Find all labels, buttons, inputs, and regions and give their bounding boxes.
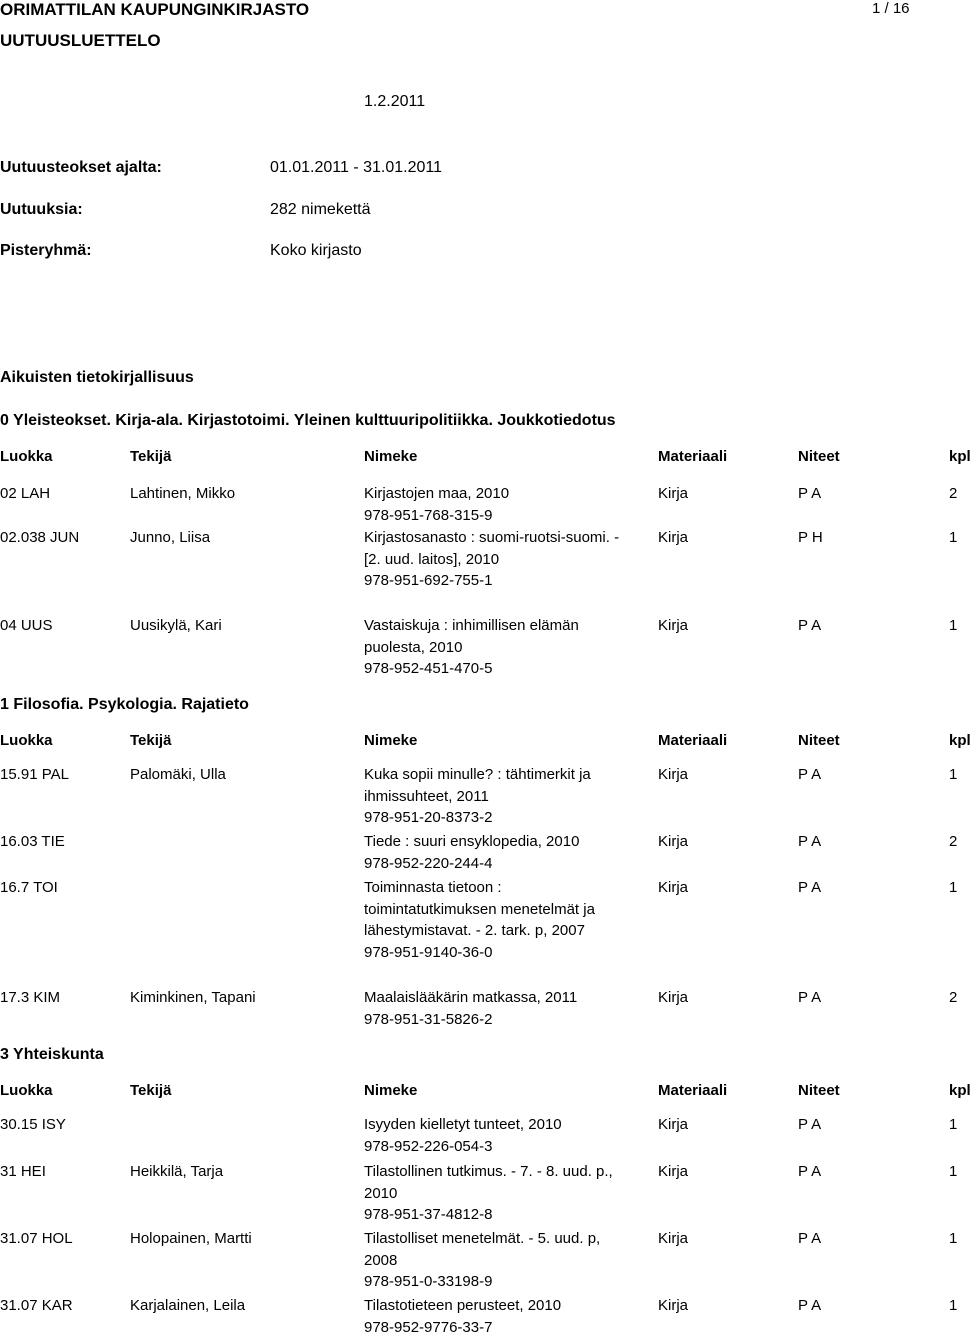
kpl: 1 (949, 764, 957, 786)
materiaali: Kirja (658, 1295, 688, 1317)
kpl: 1 (949, 1161, 957, 1183)
tekija: Lahtinen, Mikko (130, 483, 235, 505)
kpl: 1 (949, 615, 957, 637)
materiaali: Kirja (658, 831, 688, 853)
group-label: Pisteryhmä: (0, 242, 92, 260)
main-heading: Aikuisten tietokirjallisuus (0, 369, 194, 387)
nimeke (364, 1161, 626, 1226)
tekija: Uusikylä, Kari (130, 615, 222, 637)
luokka: 31.07 HOL (0, 1228, 73, 1250)
col-nimeke: Nimeke (364, 1082, 626, 1099)
niteet: P A (798, 1161, 821, 1183)
title: Tilastolliset menetelmät. - 5. uud. p, 2008 (364, 1228, 626, 1271)
isbn: 978-952-226-054-3 (364, 1136, 626, 1158)
period-label: Uutuusteokset ajalta: (0, 159, 162, 177)
tekija: Karjalainen, Leila (130, 1295, 245, 1317)
kpl: 2 (949, 483, 957, 505)
col-luokka: Luokka (0, 448, 53, 465)
nimeke (364, 527, 626, 592)
section-title: 0 Yleisteokset. Kirja-ala. Kirjastotoimi. Yleinen kulttuuripolitiikka. Joukkotiedotus (0, 412, 616, 430)
col-tekija: Tekijä (130, 732, 171, 749)
luokka: 17.3 KIM (0, 987, 60, 1009)
library-name: ORIMATTILAN KAUPUNGINKIRJASTO (0, 0, 309, 20)
col-materiaali: Materiaali (658, 448, 727, 465)
col-nimeke: Nimeke (364, 732, 626, 749)
col-kpl: kpl (949, 1082, 971, 1099)
column-header-row (0, 1082, 960, 1102)
luokka: 30.15 ISY (0, 1114, 66, 1136)
niteet: P A (798, 764, 821, 786)
col-nimeke: Nimeke (364, 448, 626, 465)
title: Kuka sopii minulle? : tähtimerkit ja ihmissuhteet, 2011 (364, 764, 626, 807)
kpl: 2 (949, 987, 957, 1009)
title: Tiede : suuri ensyklopedia, 2010 (364, 831, 626, 853)
col-materiaali: Materiaali (658, 1082, 727, 1099)
document-title: UUTUUSLUETTELO (0, 31, 161, 51)
tekija: Junno, Liisa (130, 527, 210, 549)
col-luokka: Luokka (0, 1082, 53, 1099)
materiaali: Kirja (658, 1114, 688, 1136)
materiaali: Kirja (658, 987, 688, 1009)
nimeke (364, 831, 626, 874)
col-luokka: Luokka (0, 732, 53, 749)
title: Kirjastojen maa, 2010 (364, 483, 626, 505)
column-header-row (0, 448, 960, 468)
kpl: 1 (949, 1295, 957, 1317)
isbn: 978-951-0-33198-9 (364, 1271, 626, 1293)
nimeke (364, 1114, 626, 1157)
materiaali: Kirja (658, 483, 688, 505)
tekija: Heikkilä, Tarja (130, 1161, 223, 1183)
luokka: 02.038 JUN (0, 527, 79, 549)
tekija: Holopainen, Martti (130, 1228, 252, 1250)
title: Kirjastosanasto : suomi-ruotsi-suomi. - [2. uud. laitos], 2010 (364, 527, 626, 570)
isbn: 978-952-9776-33-7 (364, 1317, 626, 1338)
luokka: 16.03 TIE (0, 831, 65, 853)
col-materiaali: Materiaali (658, 732, 727, 749)
title: Isyyden kielletyt tunteet, 2010 (364, 1114, 626, 1136)
col-kpl: kpl (949, 448, 971, 465)
materiaali: Kirja (658, 1228, 688, 1250)
kpl: 1 (949, 1114, 957, 1136)
nimeke (364, 877, 626, 963)
col-kpl: kpl (949, 732, 971, 749)
section-title: 3 Yhteiskunta (0, 1046, 104, 1064)
kpl: 1 (949, 527, 957, 549)
group-value: Koko kirjasto (270, 242, 362, 260)
niteet: P A (798, 877, 821, 899)
count-label: Uutuuksia: (0, 201, 83, 219)
nimeke (364, 987, 626, 1030)
title: Maalaislääkärin matkassa, 2011 (364, 987, 626, 1009)
kpl: 1 (949, 877, 957, 899)
isbn: 978-951-20-8373-2 (364, 807, 626, 829)
niteet: P A (798, 483, 821, 505)
materiaali: Kirja (658, 764, 688, 786)
isbn: 978-951-31-5826-2 (364, 1009, 626, 1031)
title: Tilastollinen tutkimus. - 7. - 8. uud. p., 2010 (364, 1161, 626, 1204)
nimeke (364, 1295, 626, 1338)
niteet: P A (798, 831, 821, 853)
luokka: 02 LAH (0, 483, 50, 505)
luokka: 31 HEI (0, 1161, 46, 1183)
niteet: P H (798, 527, 823, 549)
isbn: 978-952-451-470-5 (364, 658, 626, 680)
luokka: 15.91 PAL (0, 764, 69, 786)
kpl: 1 (949, 1228, 957, 1250)
niteet: P A (798, 1228, 821, 1250)
niteet: P A (798, 987, 821, 1009)
tekija: Palomäki, Ulla (130, 764, 226, 786)
col-tekija: Tekijä (130, 1082, 171, 1099)
isbn: 978-951-768-315-9 (364, 505, 626, 527)
col-niteet: Niteet (798, 732, 840, 749)
luokka: 04 UUS (0, 615, 53, 637)
col-niteet: Niteet (798, 1082, 840, 1099)
nimeke (364, 483, 626, 526)
isbn: 978-952-220-244-4 (364, 853, 626, 875)
title: Vastaiskuja : inhimillisen elämän puolesta, 2010 (364, 615, 626, 658)
title: Toiminnasta tietoon : toimintatutkimuksen menetelmät ja lähestymistavat. - 2. tark. p, 2007 (364, 877, 626, 942)
materiaali: Kirja (658, 877, 688, 899)
nimeke (364, 615, 626, 680)
niteet: P A (798, 1114, 821, 1136)
page-number: 1 / 16 (872, 0, 910, 17)
report-date: 1.2.2011 (364, 93, 425, 111)
tekija: Kiminkinen, Tapani (130, 987, 256, 1009)
title: Tilastotieteen perusteet, 2010 (364, 1295, 626, 1317)
materiaali: Kirja (658, 1161, 688, 1183)
kpl: 2 (949, 831, 957, 853)
niteet: P A (798, 615, 821, 637)
nimeke (364, 764, 626, 829)
isbn: 978-951-692-755-1 (364, 570, 626, 592)
isbn: 978-951-9140-36-0 (364, 942, 626, 964)
section-title: 1 Filosofia. Psykologia. Rajatieto (0, 696, 249, 714)
niteet: P A (798, 1295, 821, 1317)
luokka: 16.7 TOI (0, 877, 58, 899)
column-header-row (0, 732, 960, 752)
nimeke (364, 1228, 626, 1293)
col-tekija: Tekijä (130, 448, 171, 465)
col-niteet: Niteet (798, 448, 840, 465)
isbn: 978-951-37-4812-8 (364, 1204, 626, 1226)
count-value: 282 nimekettä (270, 201, 371, 219)
period-value: 01.01.2011 - 31.01.2011 (270, 159, 442, 177)
materiaali: Kirja (658, 615, 688, 637)
materiaali: Kirja (658, 527, 688, 549)
luokka: 31.07 KAR (0, 1295, 73, 1317)
